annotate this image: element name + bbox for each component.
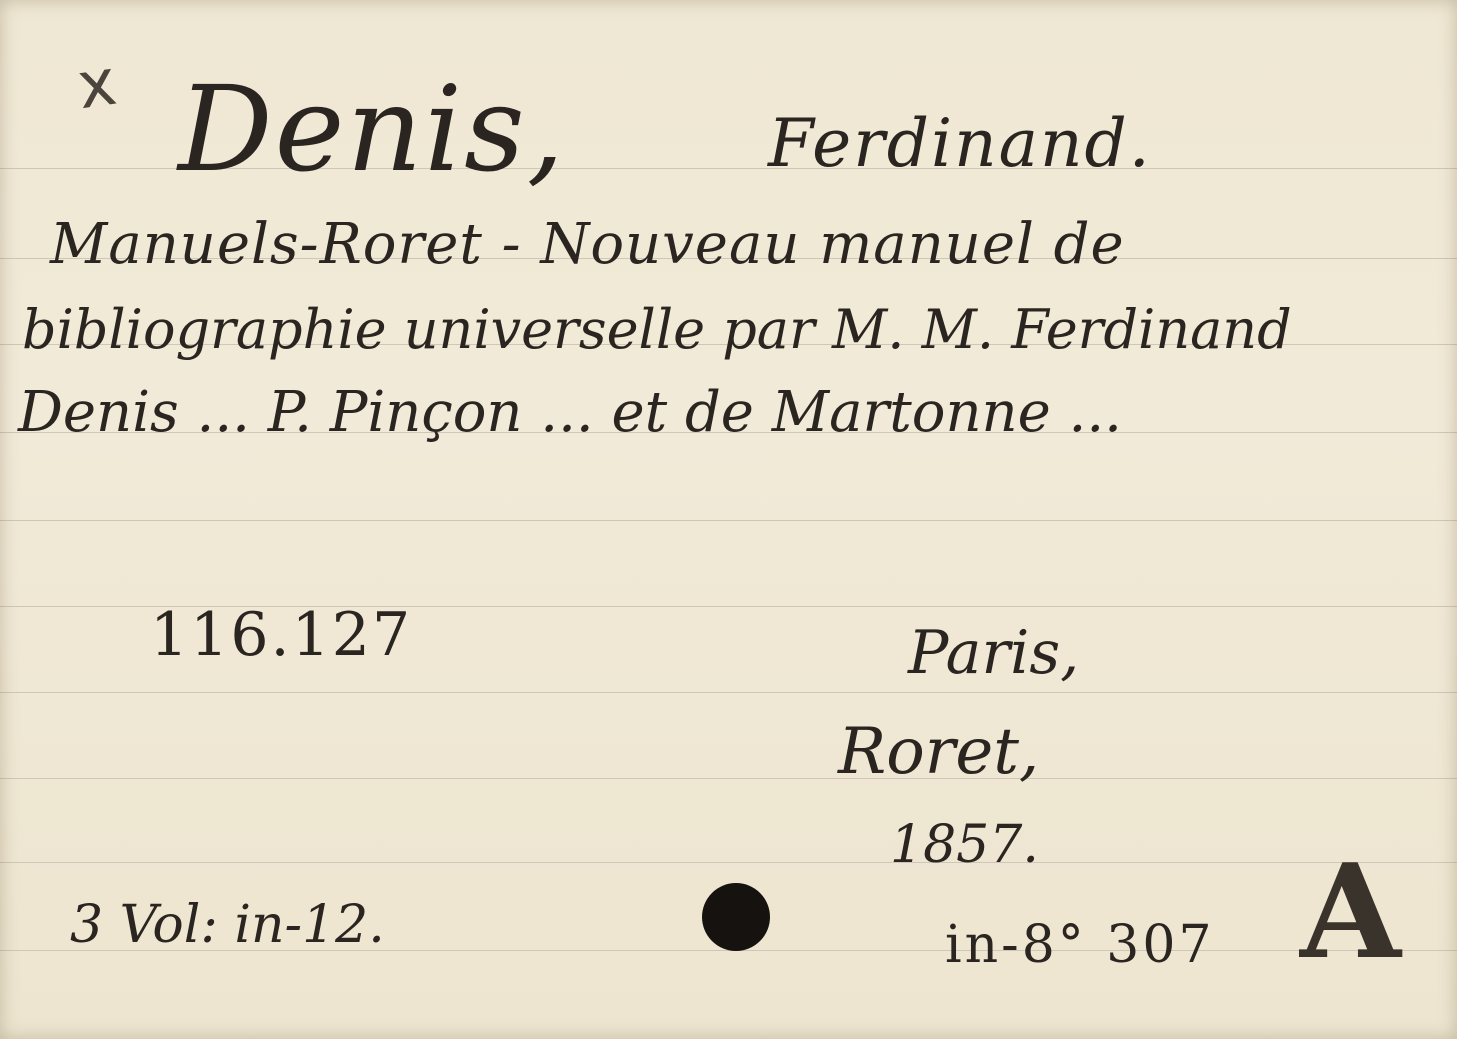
- ruled-line: [0, 692, 1457, 693]
- title-line-3: Denis ... P. Pinçon ... et de Martonne ...: [18, 380, 1122, 445]
- title-line-1: Manuels-Roret - Nouveau manuel de: [50, 212, 1125, 277]
- imprint-publisher: Roret,: [838, 715, 1040, 789]
- margin-mark: x: [73, 45, 121, 125]
- punch-hole: [702, 883, 770, 951]
- ruled-line: [0, 862, 1457, 863]
- title-line-2: bibliographie universelle par M. M. Ferdinand: [22, 298, 1292, 361]
- ruled-line: [0, 520, 1457, 521]
- imprint-year: 1857.: [890, 815, 1039, 875]
- volume-count: 3 Vol: in-12.: [70, 895, 385, 955]
- author-given-name: Ferdinand.: [768, 105, 1152, 182]
- shelfmark: 116.127: [150, 600, 413, 670]
- corner-letter: A: [1300, 835, 1401, 988]
- imprint-place: Paris,: [908, 618, 1080, 688]
- format-note: in-8° 307: [945, 915, 1215, 975]
- author-surname: Denis,: [178, 60, 567, 198]
- ruled-line: [0, 778, 1457, 779]
